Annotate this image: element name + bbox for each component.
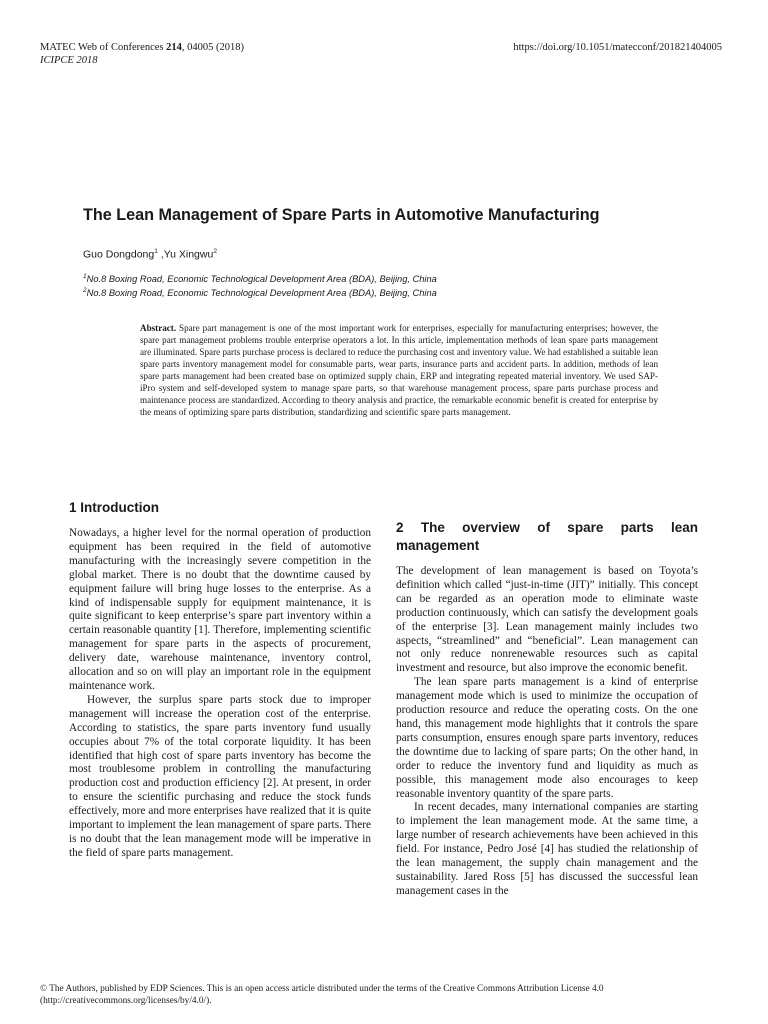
paragraph: The lean spare parts management is a kind of enterprise management mode which is used to minimize the occupation of production resource and reduce the operating costs. On the one hand, this management mode highlights that it controls the spare parts consumption, ensures enough spare parts inventory, reduces the downtime due to lacking of spare parts; On the other hand, in order to reduce the inventory fund and liquidity as much as possible, this management mode also encourages to keep reasonable inventory quantity of the spare parts. bbox=[396, 676, 698, 800]
conference-name: ICIPCE 2018 bbox=[40, 55, 98, 66]
affiliation-line bbox=[83, 271, 723, 285]
running-header-left bbox=[40, 41, 440, 67]
affiliations bbox=[83, 271, 723, 299]
journal-name: MATEC Web of Conferences bbox=[40, 42, 167, 53]
author-separator: , bbox=[157, 248, 164, 261]
author-name: Yu Xingwu bbox=[163, 248, 214, 261]
abstract-label: Abstract. bbox=[140, 323, 177, 333]
license-url[interactable]: (http://creativecommons.org/licenses/by/4.0/). bbox=[40, 996, 212, 1006]
doi-link[interactable]: https://doi.org/10.1051/matecconf/201821404005 bbox=[513, 42, 722, 53]
affil-text: No.8 Boxing Road, Economic Technological Development Area (BDA), Beijing, China bbox=[86, 288, 437, 299]
section-heading: 1 Introduction bbox=[69, 500, 159, 515]
affiliation-line bbox=[83, 285, 723, 299]
author-affil-mark: 2 bbox=[213, 248, 217, 255]
abstract-text: Spare part management is one of the most important work for enterprises, especially for manufacturing enterprises; however, the spare part management problems trouble enterprise operators a lot. In this article, implementation methods of lean spare parts management are illuminated. Spare parts purchase process is declared to reduce the purchasing cost and inventory value. We had established a suitable lean spare parts inventory management model for consumable parts, wear parts, insurance parts and accident parts. In addition, methods of lean spare parts management had been created base on optimized supply chain, ERP and integrating repeated material inventory. We used SAP-iPro system and self-developed system to manage spare parts, so that warehouse management process, spare parts purchase process and maintenance process are standardized. According to theory analysis and practice, the remarkable economic benefit is created for enterprise by the means of optimizing spare parts distribution, standardizing and scientific spare parts management. bbox=[140, 323, 658, 417]
journal-volume: 214 bbox=[166, 42, 182, 53]
affil-mark: 1 bbox=[83, 273, 87, 280]
article-info: , 04005 (2018) bbox=[181, 42, 244, 53]
paragraph: Nowadays, a higher level for the normal operation of production equipment has been required in the field of automotive manufacturing with the increasingly severe competition in the global market. There is no doubt that the downtime caused by equipment failure will bring huge losses to the enterprise. As a kind of indispensable supply for equipment maintenance, it is quite significant to keep enterprise’s spare part inventory within a certain reasonable quantity [1]. Therefore, implementing scientific management for spare parts in the aspects of procurement, delivery date, warehouse maintenance, inventory control, allocation and so on will play an important role in the equipment maintenance work. bbox=[69, 527, 371, 692]
license-text: © The Authors, published by EDP Sciences. This is an open access article distributed under the terms of the Creative Commons Attribution License 4.0 bbox=[40, 984, 604, 994]
paragraph: In recent decades, many international companies are starting to implement the lean management mode. At the same time, a large number of research achievements have been achieved in this field. For instance, Pedro José [4] has studied the relationship of the lean management, the supply chain management and the sustainability. Jared Ross [5] has discussed the successful lean management cases in the bbox=[396, 801, 698, 897]
affil-text: No.8 Boxing Road, Economic Technological Development Area (BDA), Beijing, China bbox=[86, 274, 437, 285]
license-footer bbox=[40, 983, 730, 1007]
section-heading: 2 The overview of spare parts lean management bbox=[396, 520, 698, 553]
author-list bbox=[83, 248, 217, 261]
affil-mark: 2 bbox=[83, 287, 87, 295]
paragraph: However, the surplus spare parts stock due to improper management will increase the operation cost of the enterprise. According to statistics, the spare parts inventory fund usually occupies about 7% of the total corporate liquidity. It has been identified that high cost of spare parts inventory has become the most troublesome problem in controlling the manufacturing production cost and production efficiency [2]. At present, in order to ensure the scientific purchasing and reduce the stock funds effectively, more and more enterprises have realized that it is quite important to implement the lean management of spare parts. There is no doubt that the lean management mode will be imperative in the field of spare parts management. bbox=[69, 693, 371, 859]
abstract bbox=[140, 322, 658, 418]
section-1-body bbox=[69, 527, 371, 861]
author-affil-mark: 1 bbox=[154, 248, 158, 255]
author-name: Guo Dongdong bbox=[83, 248, 155, 261]
paragraph: The development of lean management is based on Toyota’s definition which called “just-in-time (JIT)” initially. This concept can be regarded as an operation mode to eliminate waste production continuously, which can satisfy the development goals of the enterprise [3]. Lean management mainly includes two aspects, “streamlined” and “beneficial”. Lean management can not only reduce nonrenewable resources such as capital investment and resource, but also improve the economic benefit. bbox=[396, 565, 698, 675]
paper-title: The Lean Management of Spare Parts in Automotive Manufacturing bbox=[83, 206, 600, 224]
section-2-body bbox=[396, 565, 698, 899]
